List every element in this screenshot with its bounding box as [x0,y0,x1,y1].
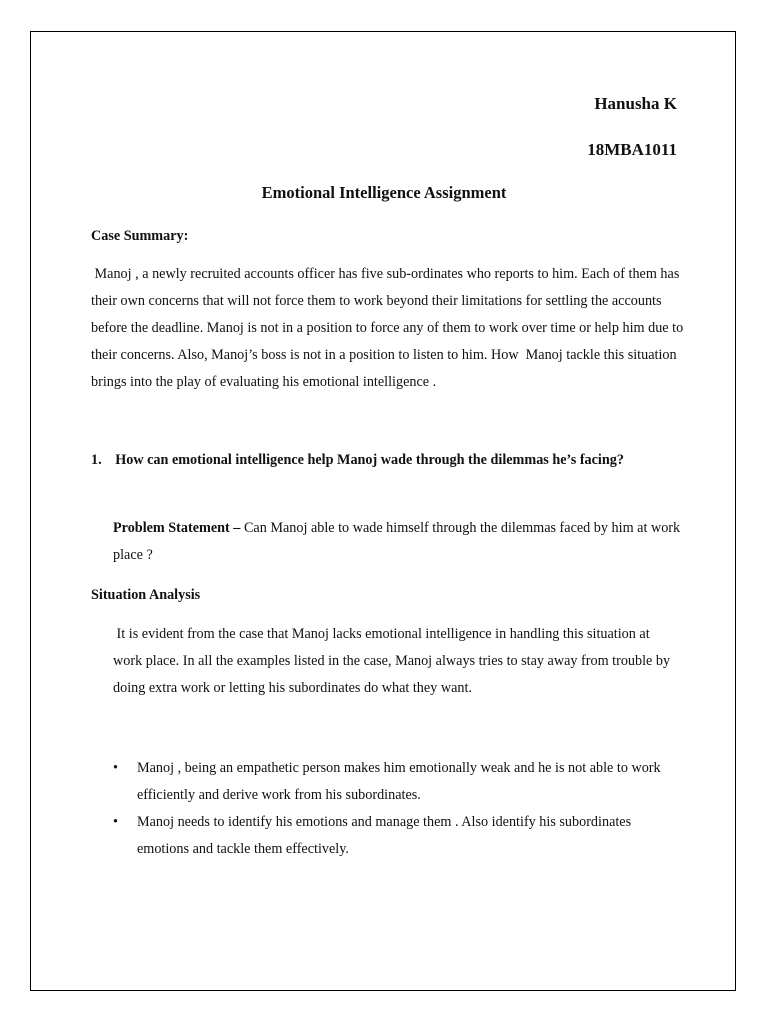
registration-number: 18MBA1011 [587,140,677,159]
list-item [113,809,673,863]
list-item [113,755,673,809]
situation-analysis-body: It is evident from the case that Manoj lacks emotional intelligence in handling this situation at work place. In all the examples listed in the case, Manoj always tries to stay away from trouble by doing extra work or letting his subordinates do what they want. [113,626,674,696]
situation-analysis-heading: Situation Analysis [91,587,201,603]
bullet-icon: • [113,814,118,830]
problem-statement-label: Problem Statement – [113,520,241,536]
case-summary-body: Manoj , a newly recruited accounts officer has five sub-ordinates who reports to him. Each of them has their own concerns that will not force them to work beyond their limitations for settling the accounts before the deadline. Manoj is not in a position to force any of them to work over time or help him due to their concerns. Also, Manoj’s boss is not in a position to listen to him. How Manoj tackle this situation brings into the play of evaluating his emotional intelligence . [91,266,687,390]
bullet-text: Manoj needs to identify his emotions and manage them . Also identify his subordinates emotions and tackle them effectively. [137,814,632,857]
problem-statement-text: Can Manoj able to wade himself through the dilemmas faced by him at work place ? [113,520,681,563]
bullet-icon: • [113,760,118,776]
question-1 [91,452,711,469]
problem-statement [113,515,683,569]
author-name: Hanusha K [594,94,677,113]
bullet-list [113,755,673,863]
question-number: 1. [91,452,102,468]
document-title: Emotional Intelligence Assignment [261,183,507,202]
question-text: How can emotional intelligence help Manoj wade through the dilemmas he’s facing? [115,452,624,468]
case-summary-heading: Case Summary: [91,228,189,244]
document-page [30,31,736,991]
bullet-text: Manoj , being an empathetic person makes him emotionally weak and he is not able to work efficiently and derive work from his subordinates. [137,760,661,803]
